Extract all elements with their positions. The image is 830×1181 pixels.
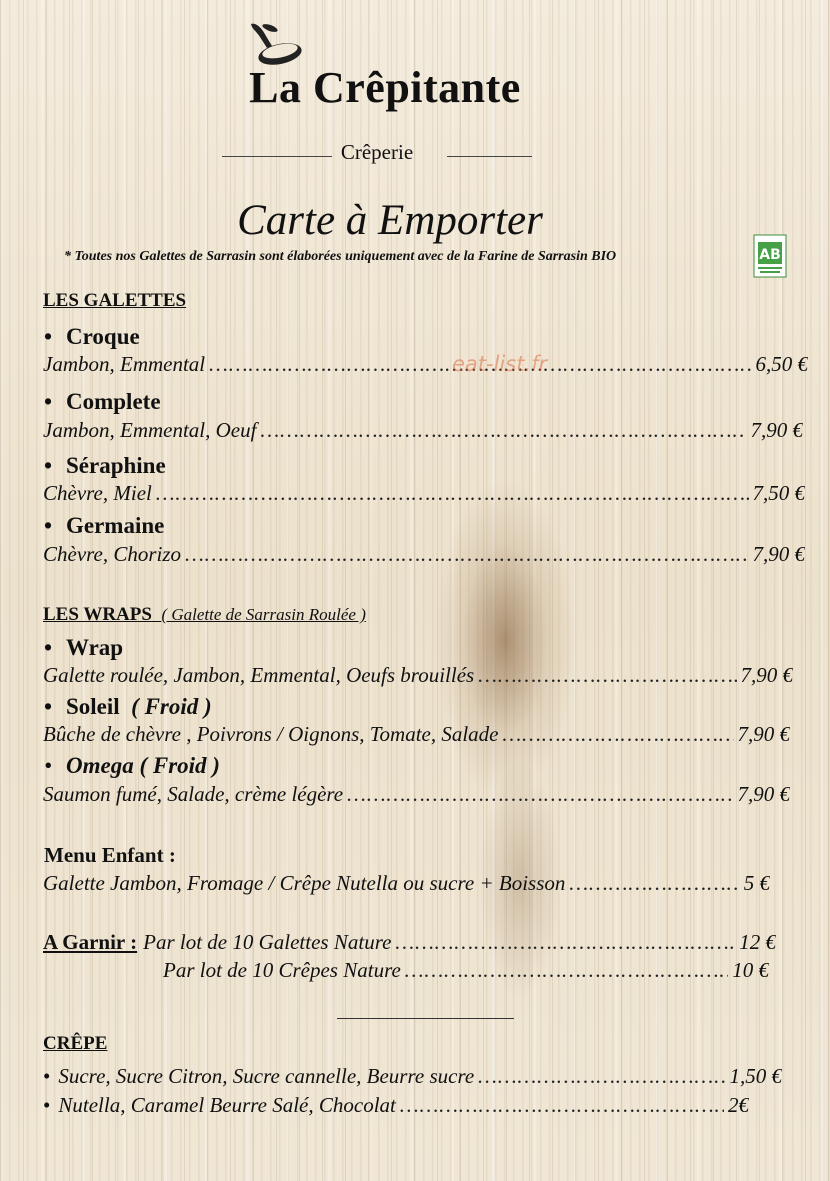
item-row <box>43 481 805 511</box>
item-name: • Wrap <box>44 635 124 660</box>
crepe-desc: Sucre, Sucre Citron, Sucre cannelle, Beurre sucre <box>58 1064 475 1088</box>
item-price: 7,90 € <box>750 418 803 442</box>
item-tag: ( Froid ) <box>131 694 212 719</box>
item-desc: Jambon, Emmental <box>43 352 206 376</box>
item-row <box>43 663 793 693</box>
garnir-price: 12 € <box>739 930 776 954</box>
garnir-desc: Par lot de 10 Galettes Nature <box>143 930 392 954</box>
crepe-price: 1,50 € <box>729 1064 782 1088</box>
item-desc: Bûche de chèvre , Poivrons / Oignons, Tomate, Salade <box>43 722 499 746</box>
item-name: • Germaine <box>44 513 165 538</box>
section-crepe-title: CRÊPE <box>43 1033 108 1054</box>
garnir-row <box>43 930 776 960</box>
leader-dots <box>347 782 733 807</box>
menu-enfant-title: Menu Enfant : <box>44 843 176 867</box>
item-price: 6,50 € <box>755 352 808 376</box>
crepe-desc: Nutella, Caramel Beurre Salé, Chocolat <box>58 1093 396 1117</box>
menu-enfant-price: 5 € <box>743 871 770 895</box>
leader-dots <box>400 1093 724 1118</box>
organic-ab-logo-icon <box>753 234 787 278</box>
restaurant-name: La Crêpitante <box>249 63 521 112</box>
item-row <box>43 352 808 382</box>
leader-dots <box>405 958 728 983</box>
divider-right <box>447 156 532 157</box>
item-label: Soleil <box>66 694 120 719</box>
subtitle-row <box>222 140 532 170</box>
item-row <box>43 782 790 812</box>
item-row <box>43 418 803 448</box>
item-price: 7,90 € <box>740 663 793 687</box>
item-label: Omega ( Froid ) <box>66 753 220 778</box>
bio-logo-text: AB <box>759 247 781 263</box>
item-name: • Soleil ( Froid ) <box>44 694 212 719</box>
item-row <box>43 722 790 752</box>
watermark: eat-list.fr <box>452 352 548 376</box>
section-galettes-title: LES GALETTES <box>43 290 187 311</box>
item-label: Complete <box>66 389 161 414</box>
item-price: 7,90 € <box>752 542 805 566</box>
item-name: • Séraphine <box>44 453 166 478</box>
item-price: 7,90 € <box>737 722 790 746</box>
leader-dots <box>569 871 739 896</box>
crepe-row: • Nutella, Caramel Beurre Salé, Chocolat …………………………………………………………………………………………………………………………………………… 2€ <box>43 1093 749 1123</box>
bio-note: * Toutes nos Galettes de Sarrasin sont élaborées uniquement avec de la Farine de Sarrasin BIO <box>64 249 617 264</box>
item-desc: Saumon fumé, Salade, crème légère <box>43 782 344 806</box>
item-price: 7,90 € <box>737 782 790 806</box>
menu-enfant-row <box>43 871 770 901</box>
item-name: • Croque <box>44 324 140 349</box>
garnir-desc: Par lot de 10 Crêpes Nature <box>163 958 401 982</box>
item-label: Germaine <box>66 513 165 538</box>
leader-dots <box>478 663 736 688</box>
item-desc: Galette roulée, Jambon, Emmental, Oeufs brouillés <box>43 663 475 687</box>
leader-dots <box>395 930 735 955</box>
menu-enfant-desc: Galette Jambon, Fromage / Crêpe Nutella ou sucre + Boisson <box>43 871 566 895</box>
leader-dots <box>503 722 734 747</box>
item-label: Wrap <box>66 635 124 660</box>
section-wraps-note: ( Galette de Sarrasin Roulée ) <box>161 605 366 624</box>
garnir-label: A Garnir : <box>43 930 138 954</box>
subtitle: Crêperie <box>340 140 414 164</box>
page-heading: Carte à Emporter <box>237 197 543 244</box>
item-desc: Jambon, Emmental, Oeuf <box>43 418 257 442</box>
crepe-row: • Sucre, Sucre Citron, Sucre cannelle, Beurre sucre …………………………………………………………………………………………………………………………………………… 1,50 € <box>43 1064 782 1094</box>
item-name: • Omega ( Froid ) <box>44 753 220 778</box>
leader-dots <box>156 481 749 506</box>
item-desc: Chèvre, Chorizo <box>43 542 182 566</box>
item-label: Séraphine <box>66 453 166 478</box>
item-desc: Chèvre, Miel <box>43 481 152 505</box>
garnir-row <box>163 958 769 988</box>
section-wraps-label: LES WRAPS <box>43 604 152 625</box>
leader-dots <box>260 418 746 443</box>
garnir-price: 10 € <box>732 958 769 982</box>
item-name: • Complete <box>44 389 161 414</box>
item-row <box>43 542 805 572</box>
section-wraps-title <box>43 604 366 626</box>
item-label: Croque <box>66 324 140 349</box>
leader-dots <box>478 1064 725 1089</box>
leader-dots <box>185 542 748 567</box>
crepe-price: 2€ <box>728 1093 749 1117</box>
section-divider <box>337 1018 514 1019</box>
item-price: 7,50 € <box>752 481 805 505</box>
